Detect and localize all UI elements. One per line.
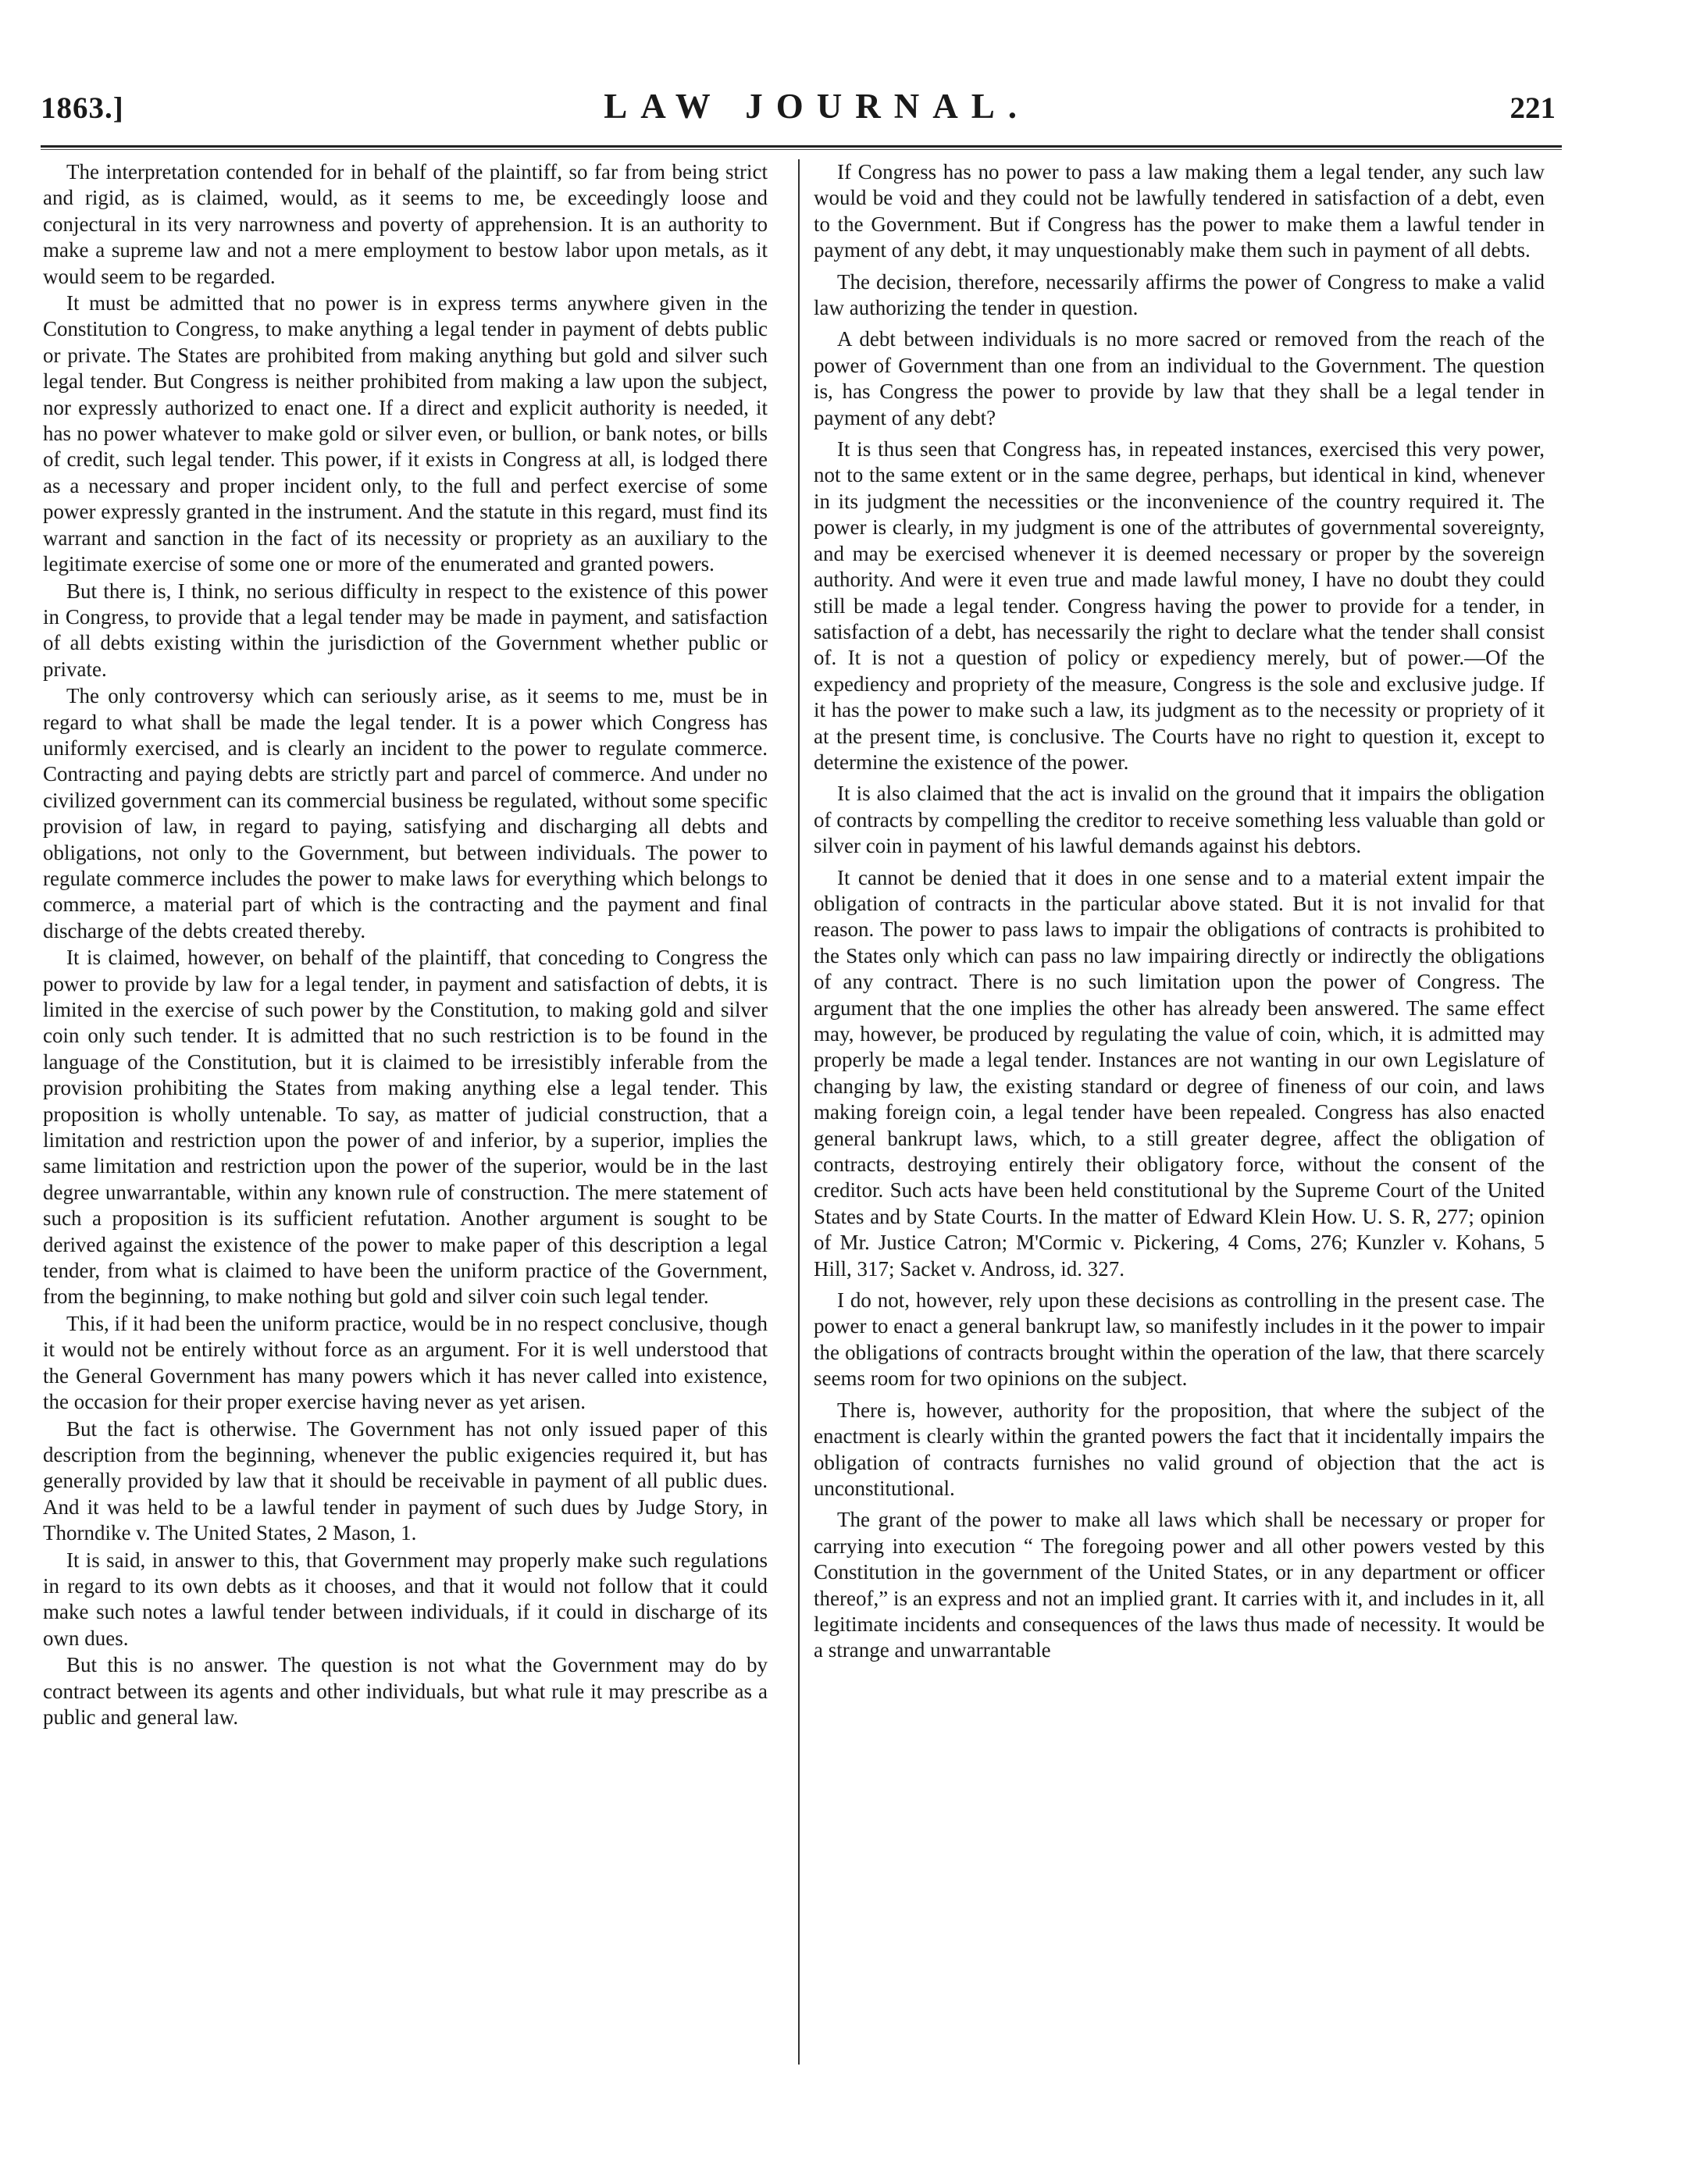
paragraph: It is claimed, however, on behalf of the plaintiff, that conceding to Congress the power to provide by law for a legal tender, in payment and satisfaction of debts, it is limited in the exercise of such power by the Constitution, to making gold and silver coin only such tender. It is admitted that no such restriction is to be found in the language of the Constitution, but it is claimed to be irresistibly inferable from the provision prohibiting the States from making anything else a legal tender. This proposition is wholly untenable. To say, as matter of judicial construction, that a limitation and restriction upon the power of and inferior, by a superior, implies the same limitation and restriction upon the power of the superior, would be in the last degree unwarrantable, within any known rule of construction. The mere statement of such a proposition is its sufficient refutation. Another argument is sought to be derived against the existence of the power to make paper of this description a legal tender, from what is claimed to have been the uniform practice of the Government, from the beginning, to make nothing but gold and silver coin such legal tender. (43, 946, 768, 1309)
header-title: LAW JOURNAL. (604, 87, 1030, 126)
paragraph: The only controversy which can seriously arise, as it seems to me, must be in regard to what shall be made the legal tender. It is a power which Congress has uniformly exercised, and is clearly an incident to the power to regulate commerce. Contracting and paying debts are strictly part and parcel of commerce. And under no civilized government can its commercial business be regulated, without some specific provision of law, in regard to paying, satisfying and discharging all debts and obligations, not only to the Government, but between individuals. The power to regulate commerce includes the power to make laws for everything which belongs to commerce, a material part of which is the contracting and the payment and final discharge of the debts created thereby. (43, 684, 768, 942)
column-divider (798, 159, 800, 2065)
header-page-number: 221 (1509, 91, 1556, 125)
paragraph: It cannot be denied that it does in one sense and to a material extent impair the obligation of contracts in the particular above stated. But it is not invalid for that reason. The power to pass laws to impair the obligations of contracts is prohibited to the States only which can pass no law impairing directly or indirectly the obligations of any contract. There is no such limitation upon the power of Congress. The argument that the one implies the other has already been answered. The same effect may, however, be produced by regulating the value of coin, which, it is admitted may properly be made a legal tender. Instances are not wanting in our own Legislature of changing by law, the existing standard or degree of fineness of our coin, and laws making foreign coin, a legal tender have been repealed. Congress has also enacted general bankrupt laws, which, to a still greater degree, affect the obligation of contracts, destroying entirely their obligatory force, without the consent of the creditor. Such acts have been held constitutional by the Supreme Court of the United States and by State Courts. In the matter of Edward Klein How. U. S. R, 277; opinion of Mr. Justice Catron; M'Cormic v. Pickering, 4 Coms, 276; Kunzler v. Kohans, 5 Hill, 317; Sacket v. Andross, id. 327. (814, 865, 1545, 1281)
paragraph: There is, however, authority for the proposition, that where the subject of the enactment is clearly within the granted powers the fact that it incidentally impairs the obligation of contracts furnishes no valid ground of objection that the act is unconstitutional. (814, 1398, 1545, 1500)
paragraph: A debt between individuals is no more sacred or removed from the reach of the power of Government than one from an individual to the Government. The question is, has Congress the power to provide by law that they shall be a legal tender in payment of any debt? (814, 327, 1545, 429)
paragraph: But there is, I think, no serious difficulty in respect to the existence of this power in Congress, to provide that a legal tender may be made in payment, and satisfaction of all debts existing within the jurisdiction of the Government whether public or private. (43, 579, 768, 681)
header-year: 1863.] (41, 91, 124, 125)
left-column (43, 159, 768, 1731)
paragraph: But this is no answer. The question is not what the Government may do by contract between its agents and other individuals, but what rule it may prescribe as a public and general law. (43, 1653, 768, 1729)
header-rule (41, 145, 1562, 148)
right-column (814, 159, 1545, 1669)
paragraph: It is said, in answer to this, that Government may properly make such regulations in regard to its own debts as it chooses, and that it would not follow that it could make such notes a lawful tender between individuals, if it could in discharge of its own dues. (43, 1548, 768, 1650)
page-header (41, 86, 1562, 133)
paragraph: The decision, therefore, necessarily affirms the power of Congress to make a valid law authorizing the tender in question. (814, 269, 1545, 320)
paragraph: If Congress has no power to pass a law making them a legal tender, any such law would be void and they could not be lawfully tendered in satisfaction of a debt, even to the Government. But if Congress has the power to make them a lawful tender in payment of any debt, it may unquestionably make them such in payment of all debts. (814, 160, 1545, 262)
paragraph: I do not, however, rely upon these decisions as controlling in the present case. The power to enact a general bankrupt law, so manifestly includes in it the power to impair the obligations of contracts brought within the operation of the law, that there scarcely seems room for two opinions on the subject. (814, 1288, 1545, 1391)
header-rule-thin (41, 149, 1562, 150)
paragraph: It is also claimed that the act is invalid on the ground that it impairs the obligation of contracts by compelling the creditor to receive something less valuable than gold or silver coin in payment of his lawful demands against his debtors. (814, 782, 1545, 858)
paragraph: It must be admitted that no power is in express terms anywhere given in the Constitution to Congress, to make anything a legal tender in payment of debts public or private. The States are prohibited from making anything but gold and silver such legal tender. But Congress is neither prohibited from making a law upon the subject, nor expressly authorized to enact one. If a direct and explicit authority is needed, it has no power whatever to make gold or silver even, or bullion, or bank notes, or bills of credit, such legal tender. This power, if it exists in Congress at all, is lodged there as a necessary and proper incident only, to the full and perfect exercise of some power expressly granted in the instrument. And the statute in this regard, must find its warrant and sanction in the fact of its necessity or propriety as an auxiliary to the legitimate exercise of some one or more of the enumerated and granted powers. (43, 291, 768, 576)
paragraph: This, if it had been the uniform practice, would be in no respect conclusive, though it would not be entirely without force as an argument. For it is well understood that the General Government has many powers which it has never called into existence, the occasion for their proper exercise having never as yet arisen. (43, 1311, 768, 1414)
paragraph: It is thus seen that Congress has, in repeated instances, exercised this very power, not to the same extent or in the same degree, perhaps, but identical in kind, whenever in its judgment the necessities or the inconvenience of the country required it. The power is clearly, in my judgment is one of the attributes of governmental sovereignty, and may be exercised whenever it is deemed necessary or proper by the sovereign authority. And were it even true and made lawful money, I have no doubt they could still be made a legal tender. Congress having the power to provide for a tender, in satisfaction of a debt, has necessarily the right to declare what the tender shall consist of. It is not a question of policy or expediency merely, but of power.—Of the expediency and propriety of the measure, Congress is the sole and exclusive judge. If it has the power to make such a law, its judgment as to the necessity or propriety of it at the present time, is conclusive. The Courts have no right to question it, except to determine the existence of the power. (814, 437, 1545, 774)
paragraph: The interpretation contended for in behalf of the plaintiff, so far from being strict and rigid, as is claimed, would, as it seems to me, be exceedingly loose and conjectural in its very narrowness and poverty of apprehension. It is an authority to make a supreme law and not a mere employment to bestow labor upon metals, as it would seem to be regarded. (43, 160, 768, 288)
paragraph: The grant of the power to make all laws which shall be necessary or proper for carrying into execution “ The foregoing power and all other powers vested by this Constitution in the government of the United States, or in any department or officer thereof,” is an express and not an implied grant. It carries with it, and includes in it, all legitimate incidents and consequences of the laws thus made of necessity. It would be a strange and unwarrantable (814, 1508, 1545, 1662)
paragraph: But the fact is otherwise. The Government has not only issued paper of this description from the beginning, whenever the public exigencies required it, but has generally provided by law that it should be receivable in payment of all public dues. And it was held to be a lawful tender in payment of such dues by Judge Story, in Thorndike v. The United States, 2 Mason, 1. (43, 1416, 768, 1545)
